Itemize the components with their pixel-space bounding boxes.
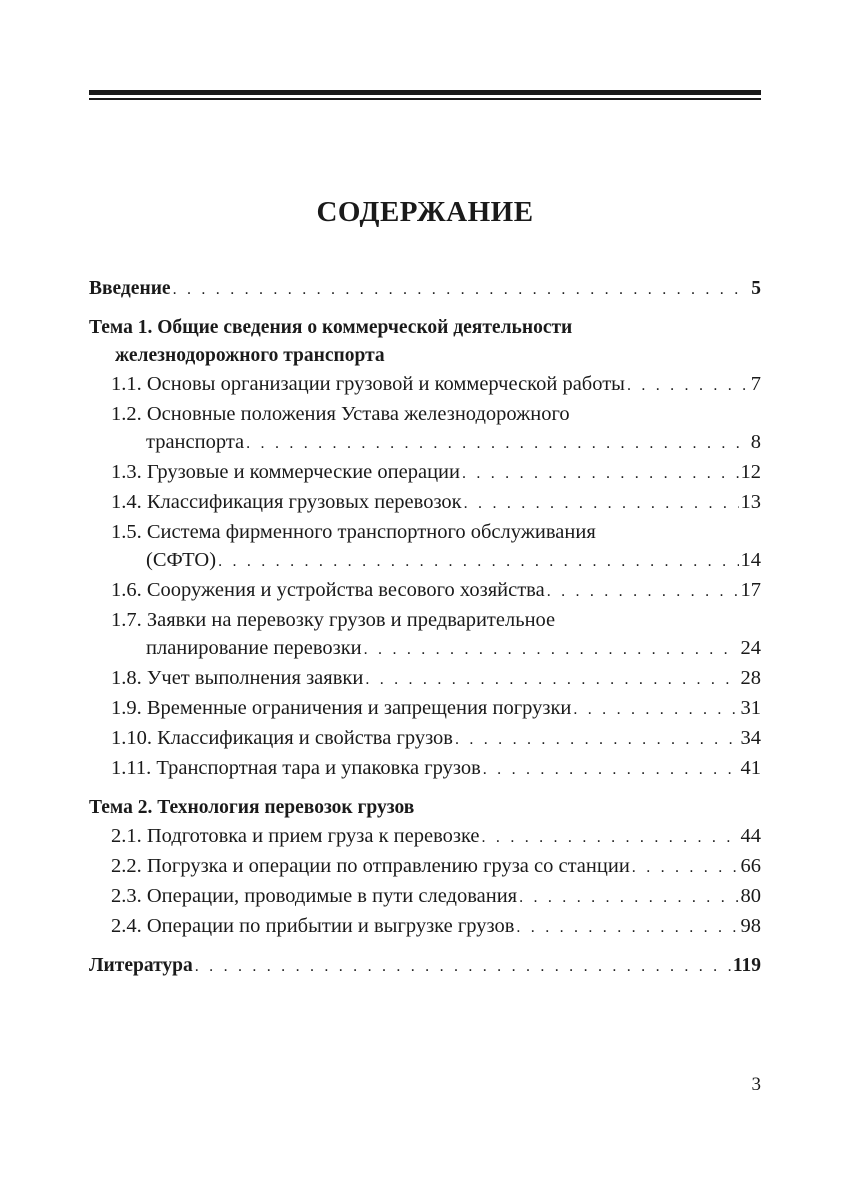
toc-entry-1-6[interactable]	[89, 576, 761, 606]
toc-entry-2-1[interactable]	[89, 822, 761, 852]
dot-leader	[246, 430, 749, 458]
toc-entry-label: Литература	[89, 955, 193, 976]
dot-leader	[516, 914, 738, 942]
toc-entry-page: 13	[740, 491, 761, 513]
dot-leader	[632, 854, 739, 882]
toc-entry-page: 31	[740, 697, 761, 719]
toc-entry-label-line2: транспорта	[146, 431, 245, 453]
toc-entry-label: 2.2. Погрузка и операции по отправлению груза со станции	[111, 855, 630, 877]
dot-leader	[483, 756, 739, 784]
toc-entry-page: 7	[750, 373, 761, 395]
toc-entry-label-line1: 1.5. Система фирменного транспортного обслуживания	[111, 521, 596, 543]
toc-entry-label-line2: планирование перевозки	[146, 637, 362, 659]
toc-entry-label: 2.3. Операции, проводимые в пути следования	[111, 885, 518, 907]
toc-entry-literature[interactable]	[89, 952, 761, 981]
toc-entry-1-1[interactable]	[89, 370, 761, 400]
toc-entry-page: 12	[740, 461, 761, 483]
toc-entry-page: 8	[750, 431, 761, 453]
dot-leader	[462, 460, 739, 488]
dot-leader	[455, 726, 739, 754]
dot-leader	[482, 824, 739, 852]
table-of-contents	[89, 275, 761, 981]
toc-topic-title-line1: Тема 1. Общие сведения о коммерческой деятельности	[89, 317, 573, 338]
toc-entry-1-9[interactable]	[89, 694, 761, 724]
toc-entry-intro[interactable]	[89, 275, 761, 304]
toc-topic-1[interactable]	[89, 314, 761, 370]
dot-leader	[173, 276, 750, 304]
toc-entry-2-2[interactable]	[89, 852, 761, 882]
toc-entry-page: 44	[740, 825, 761, 847]
toc-entry-page: 41	[740, 757, 761, 779]
toc-topic-title-line1: Тема 2. Технология перевозок грузов	[89, 797, 415, 818]
header-rule-thin	[89, 98, 761, 100]
toc-entry-label: 1.9. Временные ограничения и запрещения погрузки	[111, 697, 572, 719]
dot-leader	[195, 953, 731, 981]
toc-entry-1-8[interactable]	[89, 664, 761, 694]
toc-topic-2[interactable]	[89, 794, 761, 822]
toc-topic-title-line2: железнодорожного транспорта	[115, 345, 385, 366]
dot-leader	[519, 884, 738, 912]
dot-leader	[573, 696, 738, 724]
dot-leader	[464, 490, 739, 518]
toc-entry-page: 66	[740, 855, 761, 877]
toc-entry-1-4[interactable]	[89, 488, 761, 518]
toc-entry-label-line1: 1.2. Основные положения Устава железнодорожного	[111, 403, 570, 425]
toc-entry-page: 80	[740, 885, 761, 907]
toc-entry-page: 28	[740, 667, 761, 689]
toc-entry-label: 1.3. Грузовые и коммерческие операции	[111, 461, 460, 483]
toc-entry-label: 1.11. Транспортная тара и упаковка грузов	[111, 757, 481, 779]
toc-entry-1-5[interactable]	[89, 518, 761, 576]
toc-entry-1-2[interactable]	[89, 400, 761, 458]
dot-leader	[547, 578, 739, 606]
toc-entry-label: 2.4. Операции по прибытии и выгрузке грузов	[111, 915, 515, 937]
toc-entry-page: 119	[732, 955, 761, 976]
toc-entry-1-7[interactable]	[89, 606, 761, 664]
toc-entry-label: 1.8. Учет выполнения заявки	[111, 667, 364, 689]
toc-entry-page: 34	[740, 727, 761, 749]
toc-entry-1-3[interactable]	[89, 458, 761, 488]
dot-leader	[627, 372, 749, 400]
toc-entry-page: 98	[740, 915, 761, 937]
dot-leader	[364, 636, 739, 664]
toc-entry-label: 1.10. Классификация и свойства грузов	[111, 727, 453, 749]
toc-entry-1-11[interactable]	[89, 754, 761, 784]
toc-entry-page: 17	[740, 579, 761, 601]
toc-entry-2-4[interactable]	[89, 912, 761, 942]
header-rule-thick	[89, 90, 761, 95]
toc-entry-label-line2: (СФТО)	[146, 549, 217, 571]
dot-leader	[365, 666, 738, 694]
page-number: 3	[751, 1074, 761, 1095]
dot-leader	[218, 548, 738, 576]
toc-entry-label: 1.4. Классификация грузовых перевозок	[111, 491, 462, 513]
toc-entry-label: 1.6. Сооружения и устройства весового хозяйства	[111, 579, 545, 601]
toc-entry-label: 2.1. Подготовка и прием груза к перевозке	[111, 825, 480, 847]
toc-entry-2-3[interactable]	[89, 882, 761, 912]
toc-entry-label-line1: 1.7. Заявки на перевозку грузов и предварительное	[111, 609, 556, 631]
toc-entry-1-10[interactable]	[89, 724, 761, 754]
toc-entry-page: 14	[740, 549, 761, 571]
toc-entry-page: 24	[740, 637, 761, 659]
toc-entry-label: Введение	[89, 278, 171, 299]
toc-entry-page: 5	[751, 278, 761, 299]
toc-entry-label: 1.1. Основы организации грузовой и коммерческой работы	[111, 373, 625, 395]
page-title: СОДЕРЖАНИЕ	[316, 196, 534, 228]
